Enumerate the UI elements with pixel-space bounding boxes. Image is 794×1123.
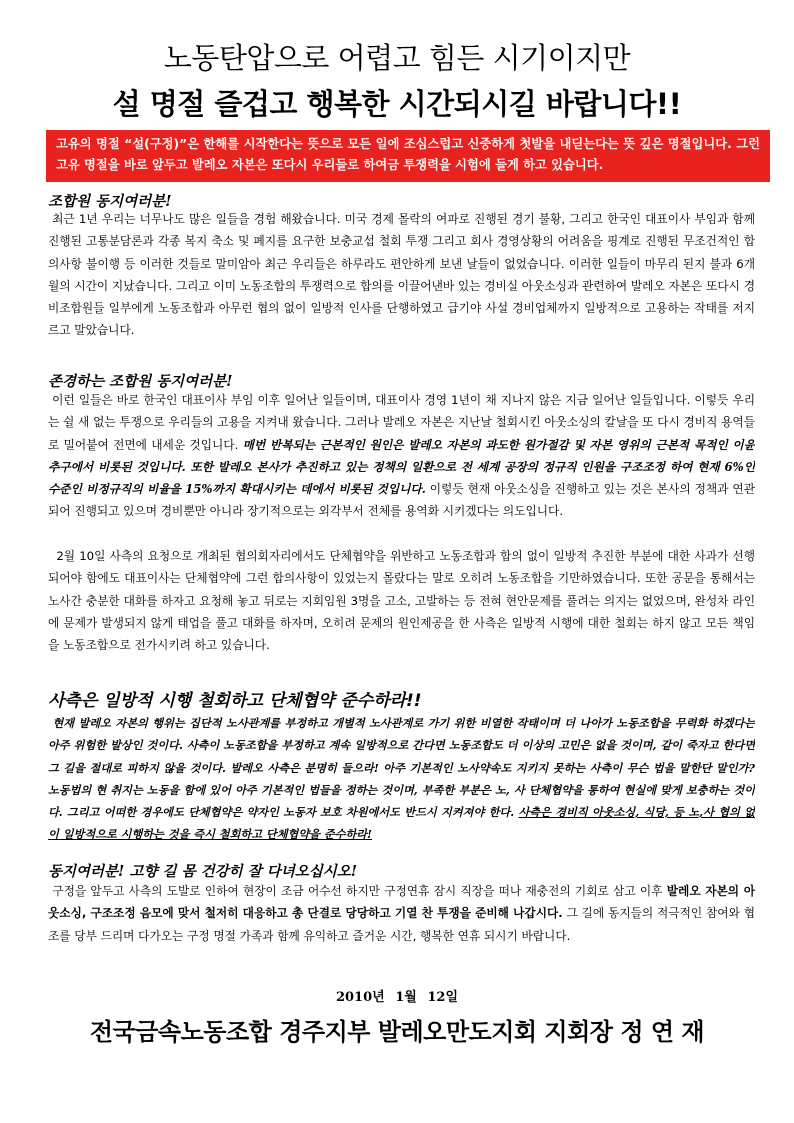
paragraph-text: 그 길에 동지들의 적극적인 참여와 협조를 당부 드리며 다가오는 구정 명절 가족과 함께 유익하고 즐거운 시간, 행복한 연휴 되시기 바랍니다. xyxy=(48,906,755,943)
section-paragraph-1 xyxy=(48,208,755,356)
section-paragraph-3 xyxy=(48,545,755,671)
underlined-demand: 사측은 경비직 아웃소싱, 식당, 등 노,사 협의 없이 일방적으로 시행하는 것을 즉시 철회하고 단체협약을 준수하라! xyxy=(48,805,755,842)
section-heading-3: 사측은 일방적 시행 철회하고 단체협약 준수하라!! xyxy=(48,691,422,711)
paragraph-text: 이런 일들은 바로 한국인 대표이사 부임 이후 일어난 일들이며, 대표이사 경영 1년이 채 지나지 않은 지금 일어난 일들입니다. 이렇듯 우리는 쉴 새 없는 투쟁으로 우리들의 고용을 지켜내 왔습니다. 그러나 발레오 자본은 지난날 철회시킨 아웃소싱의 칼날을 또 다시 경비직 용역들로 밀어붙여 전면에 내세운 것입니다. xyxy=(48,393,755,452)
bold-text: 발레오 자본의 아웃소싱, 구조조정 음모에 맞서 철저히 대응하고 총 단결로 당당하고 기열 찬 투쟁을 준비해 나갑시다. xyxy=(48,884,755,921)
section-heading-1: 조합원 동지여러분! xyxy=(48,193,172,210)
section-heading-2: 존경하는 조합원 동지여러분! xyxy=(48,373,233,390)
paragraph-text: 구정을 앞두고 사측의 도발로 인하여 현장이 조금 어수선 하지만 구정연휴 잠시 직장을 떠나 재충전의 기회로 삼고 이후 xyxy=(52,884,667,898)
section-paragraph-4 xyxy=(48,712,755,852)
emphasis-text: 매번 반복되는 근본적인 원인은 발레오 자본의 과도한 원가절감 및 자본 영위의 근본적 목적인 이윤추구에서 비롯된 것입니다. 또한 발레오 본사가 추진하고 있는 정책의 일환으로 전 세계 공장의 정규직 인원을 구조조정 하여 현재 6%인 수준인 비정규직의 비율을 15%까지 확대시키는 데에서 비롯된 것입니다. xyxy=(48,437,755,497)
paragraph-text: 최근 1년 우리는 너무나도 많은 일들을 경험 해왔습니다. 미국 경제 몰락의 여파로 진행된 경기 불황, 그리고 한국인 대표이사 부임과 함께 진행된 고통분담론과 각종 복지 축소 및 폐지를 요구한 보충교섭 철회 투쟁 그리고 회사 경영상황의 어려움을 핑계로 진행된 무조건적인 합의사항 불이행 등 이러한 것들로 말미암아 최근 우리들은 하루라도 편안하게 보낸 날들이 없었습니다. 이러한 일들이 마무리 된지 불과 6개월의 시간이 지났습니다. 그리고 이미 노동조합의 투쟁력으로 합의를 이끌어낸바 있는 경비실 아웃소싱과 관련하여 발레오 자본은 또다시 경비조합원들 일부에게 노동조합과 아무런 협의 없이 일방적 인사를 단행하였고 급기야 사설 경비업체까지 일방적으로 고용하는 작태를 저지르고 말았습니다. xyxy=(48,212,755,338)
paragraph-text: 2월 10일 사측의 요청으로 개최된 협의회자리에서도 단체협약을 위반하고 노동조합과 합의 없이 일방적 추진한 부분에 대한 사과가 선행되어야 함에도 대표이사는 단체협약에 그런 합의사항이 있었는지 몰랐다는 말로 오히려 노동조합을 기만하였습니다. 또한 공문을 통해서는 노사간 충분한 대화를 하자고 요청해 놓고 뒤로는 지회임원 3명을 고소, 고발하는 등 전혀 현안문제를 풀려는 의지는 없었으며, 완성차 라인에 문제가 발생되지 않게 태업을 풀고 대화를 하자며, 오히려 문제의 원인제공을 한 사측은 일방적 시행에 대한 철회는 하지 않고 모든 책임을 노동조합으로 전가시키려 하고 있습니다. xyxy=(48,549,755,653)
paragraph-text: 이렇듯 현재 아웃소싱을 진행하고 있는 것은 본사의 정책과 연관되어 진행되고 있으며 경비뿐만 아니라 장기적으로는 외각부서 전체를 용역화 시키겠다는 의도입니다. xyxy=(48,482,755,519)
title-line-1: 노동탄압으로 어렵고 힘든 시기이지만 xyxy=(163,41,631,75)
paragraph-text: 현재 발레오 자본의 행위는 집단적 노사관계를 부정하고 개별적 노사관계로 가기 위한 비열한 작태이며 더 나아가 노동조합을 무력화 하겠다는 아주 위험한 발상인 것이다. 사측이 노동조합을 부정하고 계속 일방적으로 간다면 노동조합도 더 이상의 고민은 없을 것이며, 같이 죽자고 한다면 그 길을 절대로 피하지 않을 것이다. 발레오 사측은 분명히 들으라! 아주 기본적인 노사약속도 지키지 못하는 사측이 무슨 법을 말한단 말인가? 노동법의 현 취지는 노동을 함에 있어 아주 기본적인 법들을 정하는 것이며, 부족한 부분은 노, 사 단체협약을 통하여 현실에 맞게 보충하는 것이다. 그리고 어떠한 경우에도 단체협약은 약자인 노동자 보호 차원에서도 반드시 지켜져야 한다. xyxy=(48,716,755,820)
section-paragraph-2 xyxy=(48,389,755,537)
signature: 전국금속노동조합 경주지부 발레오만도지회 지회장 정 연 재 xyxy=(89,1018,705,1046)
section-heading-4: 동지여러분! 고향 길 몸 건강히 잘 다녀오십시오! xyxy=(48,863,358,880)
intro-box: 고유의 명절 “설(구정)”은 한해를 시작한다는 뜻으로 모든 일에 조심스럽고 신중하게 첫발을 내딛는다는 뜻 깊은 명절입니다. 그런 고유 명절을 바로 앞두고 발레오 자본은 또다시 우리들로 하여금 투쟁력을 시험에 들게 하고 있습니다. xyxy=(46,130,770,182)
title-line-2: 설 명절 즐겁고 행복한 시간되시길 바랍니다!! xyxy=(112,87,682,121)
section-paragraph-5 xyxy=(48,880,755,966)
document-date: 2010년 1월 12일 xyxy=(335,990,459,1005)
